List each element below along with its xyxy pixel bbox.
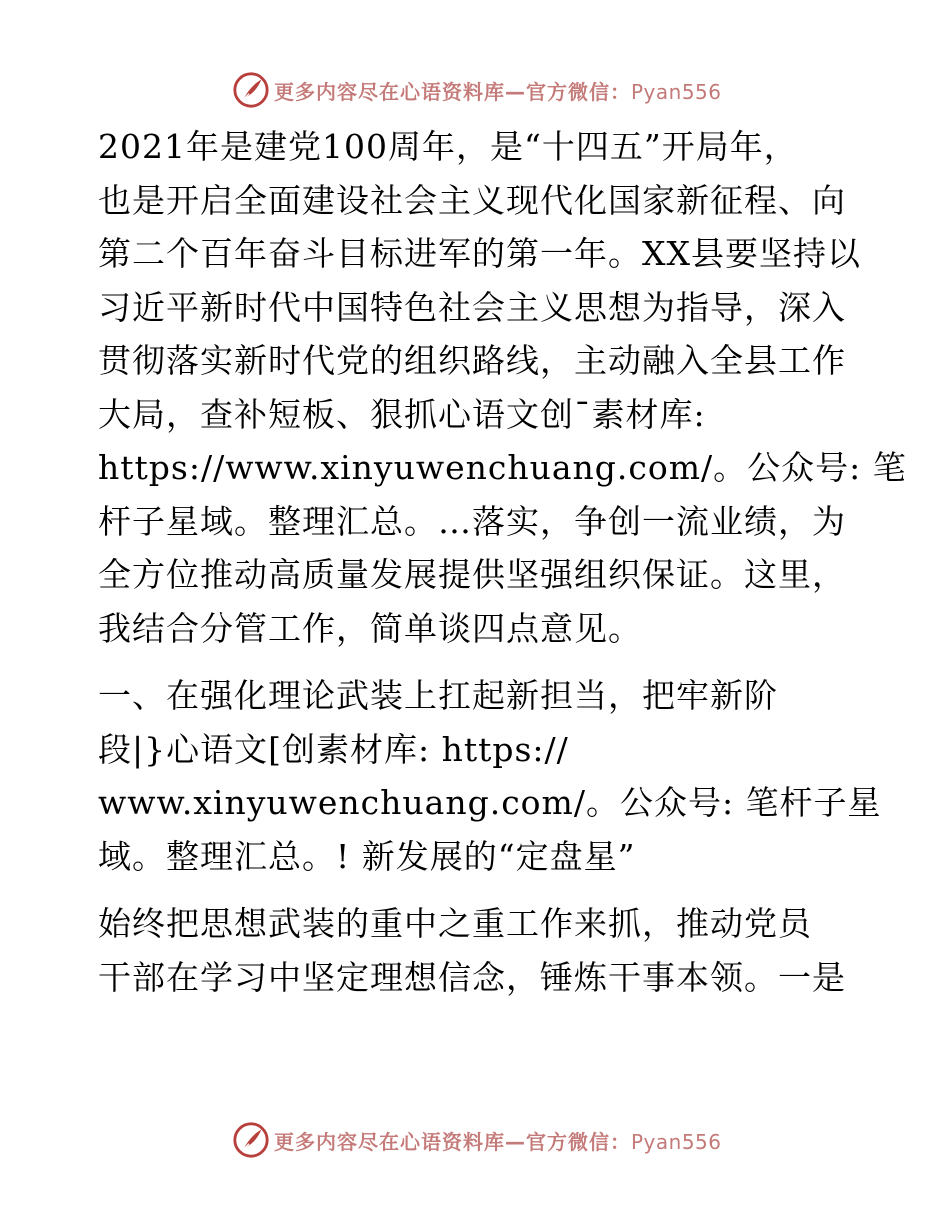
text-line: 干部在学习中坚定理想信念，锤炼干事本领。一是 [98, 957, 846, 997]
text-line: 贯彻落实新时代党的组织路线，主动融入全县工作 [98, 341, 846, 380]
section-heading-1 [98, 669, 882, 883]
text-line: 大局，查补短板、狠抓心语文创¯素材库: [98, 394, 706, 434]
wechat-id: Pyan556 [631, 1129, 722, 1154]
header-watermark-banner [232, 70, 722, 110]
text-line: 2021年是建党100周年，是“十四五”开局年， [98, 127, 798, 166]
text-line: 全方位推动高质量发展提供坚强组织保证。这里， [98, 555, 846, 594]
text-line: www.xinyuwenchuang.com/。公众号: 笔杆子星 [98, 783, 882, 822]
text-line: 域。整理汇总。! 新发展的“定盘星” [98, 836, 636, 876]
text-line: 也是开启全面建设社会主义现代化国家新征程、向 [98, 180, 846, 220]
footer-watermark-banner [232, 1120, 722, 1160]
feather-pen-icon [232, 71, 270, 109]
text-line: 习近平新时代中国特色社会主义思想为指导，深入 [98, 287, 846, 327]
text-line: 段|}心语文[创素材库: https:// [98, 729, 569, 769]
text-line: 第二个百年奋斗目标进军的第一年。XX县要坚持以 [98, 234, 861, 273]
text-line: 始终把思想武装的重中之重工作来抓，推动党员 [98, 904, 812, 943]
document-body [98, 120, 907, 1004]
paragraph-intro [98, 120, 907, 655]
banner-label: 更多内容尽在心语资料库—官方微信： [274, 79, 631, 104]
banner-text [274, 1126, 722, 1155]
paragraph-body [98, 897, 858, 1004]
banner-text [274, 76, 722, 105]
text-line: 杆子星域。整理汇总。…落实，争创一流业绩，为 [98, 501, 846, 541]
text-line: 我结合分管工作，简单谈四点意见。 [98, 608, 642, 648]
feather-pen-icon [232, 1121, 270, 1159]
banner-label: 更多内容尽在心语资料库—官方微信： [274, 1129, 631, 1154]
text-line: 一、在强化理论武装上扛起新担当，把牢新阶 [98, 676, 778, 715]
text-line: https://www.xinyuwenchuang.com/。公众号: 笔 [98, 448, 907, 487]
wechat-id: Pyan556 [631, 79, 722, 104]
